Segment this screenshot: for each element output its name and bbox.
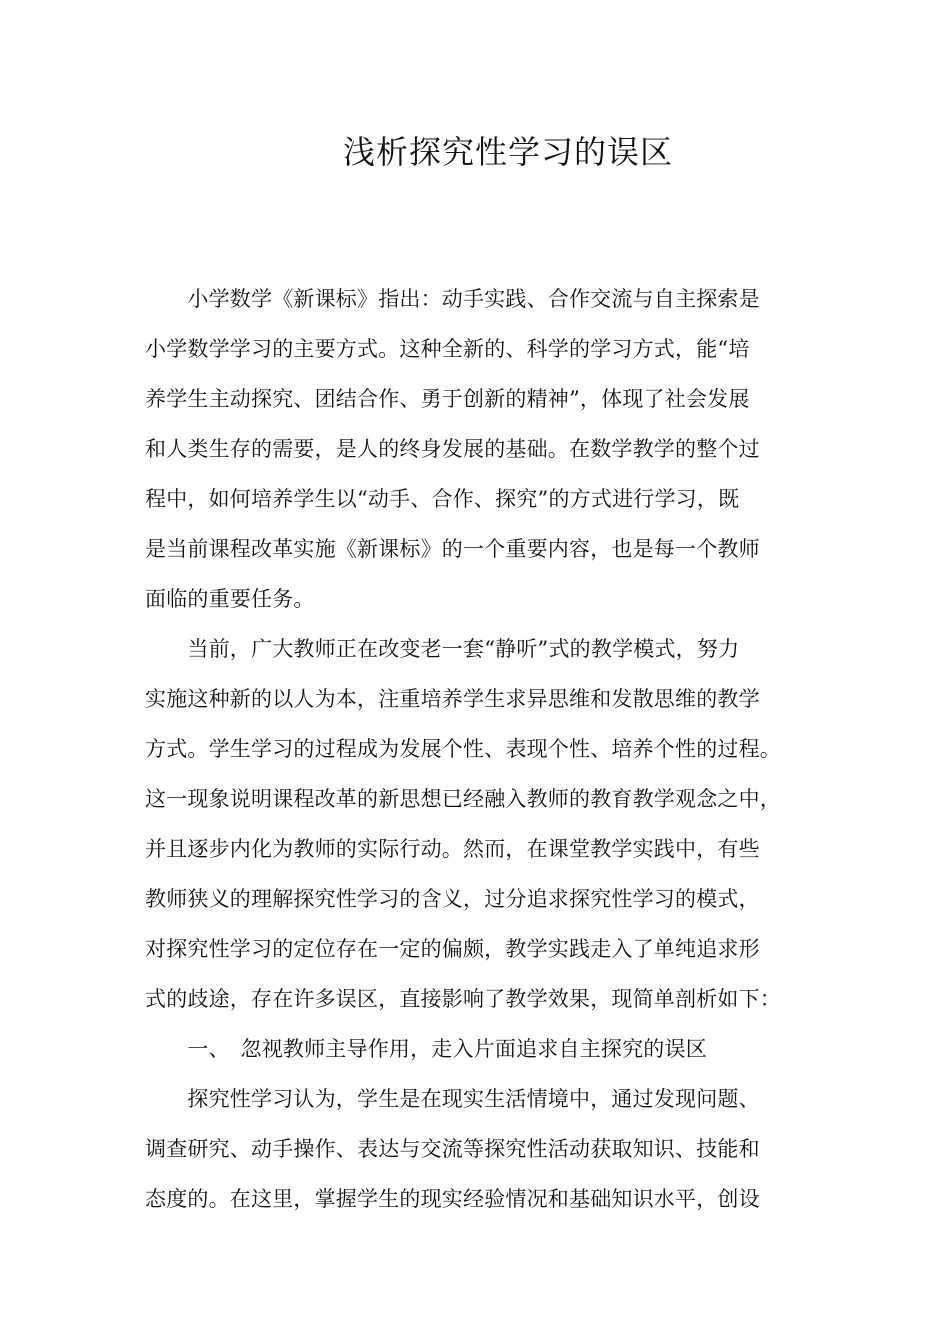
paragraph-line: 态度的。在这里，掌握学生的现实经验情况和基础知识水平，创设 [145,1187,760,1211]
paragraph-line: 式的歧途，存在许多误区，直接影响了教学效果，现简单剖析如下： [145,987,781,1011]
paragraph-line: 方式。学生学习的过程成为发展个性、表现个性、培养个性的过程。 [145,737,781,761]
paragraph-line: 小学数学学习的主要方式。这种全新的、科学的学习方式，能“培 [145,337,750,361]
paragraph-line: 这一现象说明课程改革的新思想已经融入教师的教育教学观念之中， [145,787,781,811]
paragraph-line: 是当前课程改革实施《新课标》的一个重要内容，也是每一个教师 [145,537,760,561]
paragraph-line: 调查研究、动手操作、表达与交流等探究性活动获取知识、技能和 [145,1137,760,1161]
paragraph-line: 当前，广大教师正在改变老一套“静听”式的教学模式，努力 [145,637,740,661]
paragraph-line: 程中，如何培养学生以“动手、合作、探究”的方式进行学习，既 [145,487,740,511]
paragraph-line: 和人类生存的需要，是人的终身发展的基础。在数学教学的整个过 [145,437,760,461]
paragraph-line: 并且逐步内化为教师的实际行动。然而，在课堂教学实践中，有些 [145,837,760,861]
paragraph-line: 面临的重要任务。 [145,587,315,611]
paragraph-line: 小学数学《新课标》指出：动手实践、合作交流与自主探索是 [145,287,760,311]
paragraph-line: 探究性学习认为，学生是在现实生活情境中，通过发现问题、 [145,1087,760,1111]
paragraph-line: 教师狭义的理解探究性学习的含义，过分追求探究性学习的模式， [145,887,760,911]
document-title: 浅析探究性学习的误区 [342,133,673,171]
paragraph-line: 养学生主动探究、团结合作、勇于创新的精神”，体现了社会发展 [145,387,750,411]
section-heading: 一、 忽视教师主导作用，走入片面追求自主探究的误区 [145,1037,707,1061]
paragraph-line: 实施这种新的以人为本，注重培养学生求异思维和发散思维的教学 [145,687,760,711]
paragraph-line: 对探究性学习的定位存在一定的偏颇，教学实践走入了单纯追求形 [145,937,760,961]
